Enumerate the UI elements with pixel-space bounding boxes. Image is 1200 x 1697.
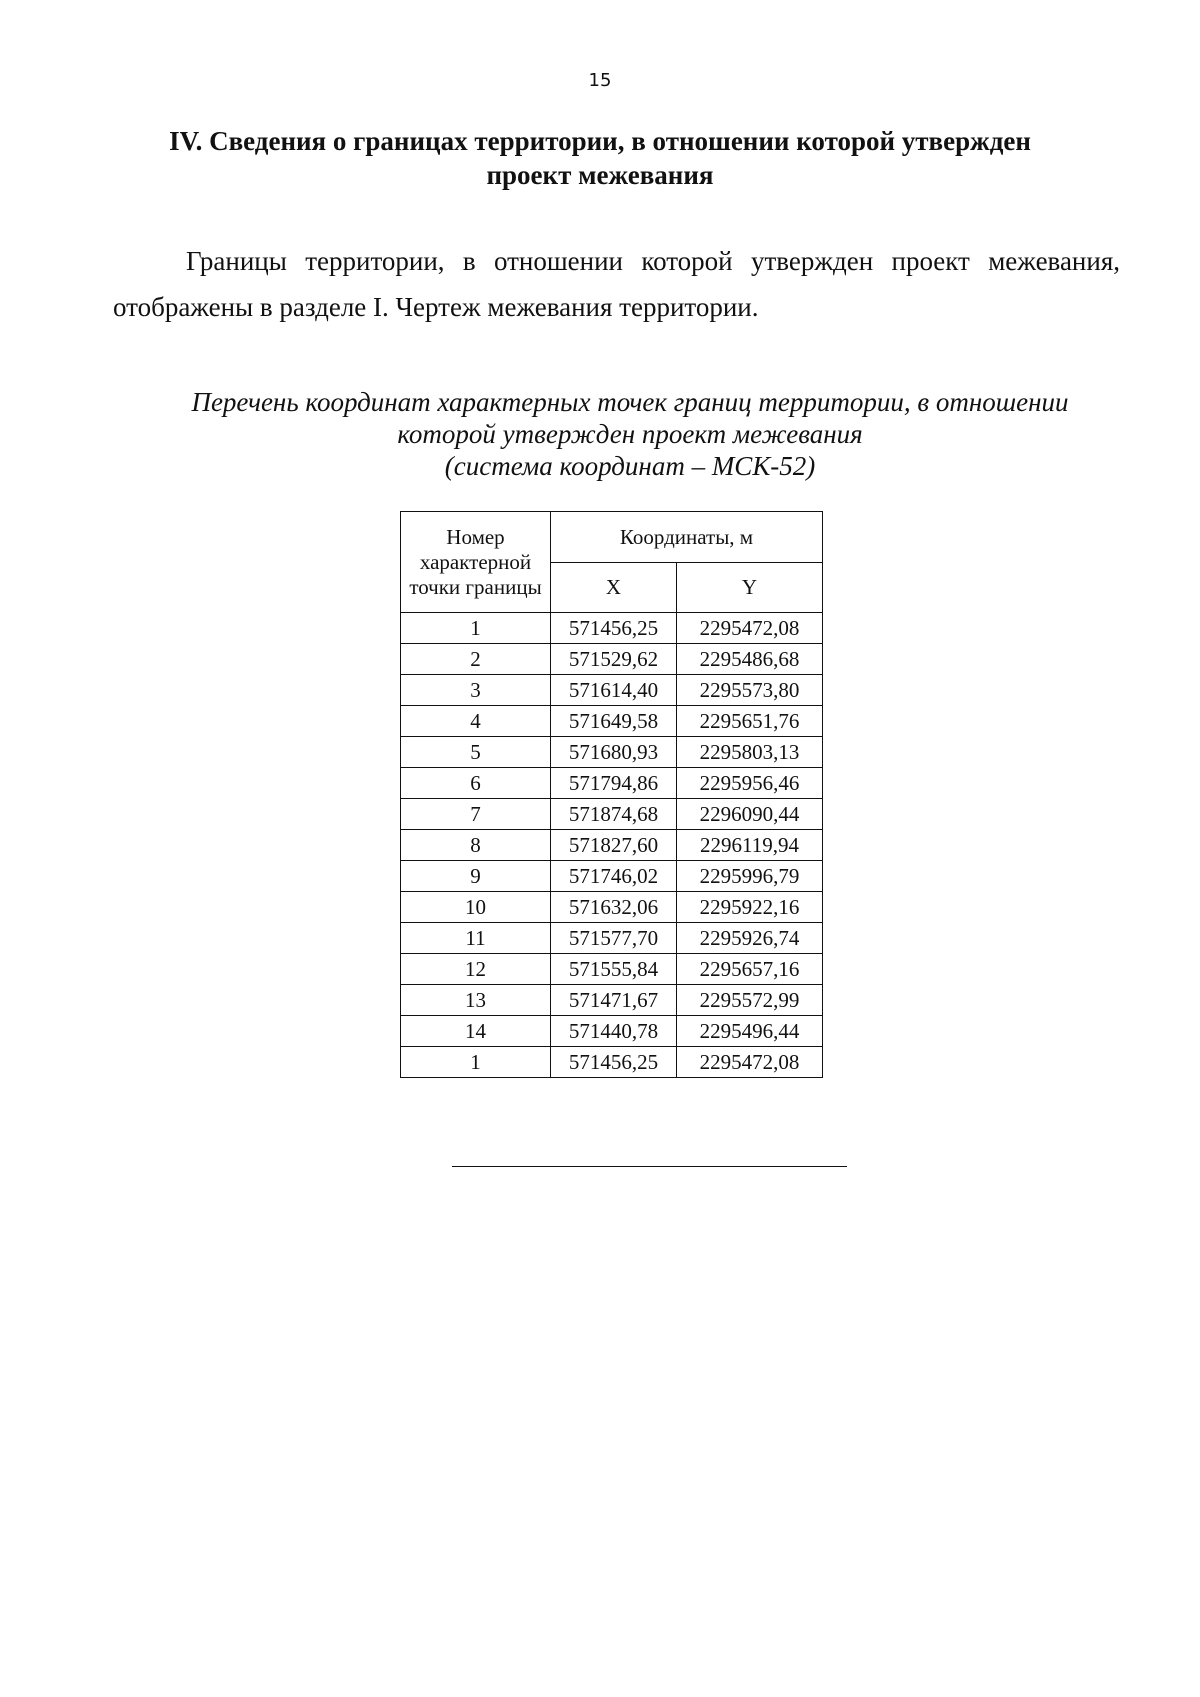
section-heading: IV. Сведения о границах территории, в отношении которой утвержден проект межевания (169, 126, 1031, 190)
table-row (401, 861, 823, 892)
cell-point-number: 11 (401, 923, 551, 954)
cell-y: 2295573,80 (677, 675, 823, 706)
cell-point-number: 5 (401, 737, 551, 768)
cell-x: 571649,58 (551, 706, 677, 737)
cell-x: 571577,70 (551, 923, 677, 954)
cell-point-number: 2 (401, 644, 551, 675)
cell-y: 2295956,46 (677, 768, 823, 799)
cell-point-number: 12 (401, 954, 551, 985)
cell-y: 2295496,44 (677, 1016, 823, 1047)
table-row (401, 985, 823, 1016)
closing-rule (452, 1166, 847, 1167)
cell-x: 571440,78 (551, 1016, 677, 1047)
table-row (401, 737, 823, 768)
header-x: X (551, 563, 677, 613)
cell-x: 571827,60 (551, 830, 677, 861)
cell-x: 571746,02 (551, 861, 677, 892)
cell-x: 571680,93 (551, 737, 677, 768)
table-row (401, 675, 823, 706)
cell-y: 2295922,16 (677, 892, 823, 923)
table-row (401, 1016, 823, 1047)
coordinates-table (400, 511, 823, 1078)
cell-point-number: 14 (401, 1016, 551, 1047)
table-row (401, 644, 823, 675)
cell-y: 2295472,08 (677, 1047, 823, 1078)
cell-point-number: 13 (401, 985, 551, 1016)
cell-point-number: 8 (401, 830, 551, 861)
table-row (401, 768, 823, 799)
cell-point-number: 1 (401, 613, 551, 644)
table-row (401, 613, 823, 644)
cell-y: 2296090,44 (677, 799, 823, 830)
cell-y: 2295572,99 (677, 985, 823, 1016)
caption-line-2: которой утвержден проект межевания (397, 419, 863, 449)
table-row (401, 830, 823, 861)
cell-y: 2295926,74 (677, 923, 823, 954)
cell-point-number: 7 (401, 799, 551, 830)
caption-line-3: (система координат – МСК-52) (444, 451, 816, 481)
cell-y: 2296119,94 (677, 830, 823, 861)
table-row (401, 923, 823, 954)
cell-point-number: 1 (401, 1047, 551, 1078)
cell-x: 571471,67 (551, 985, 677, 1016)
cell-x: 571529,62 (551, 644, 677, 675)
cell-point-number: 6 (401, 768, 551, 799)
header-point-number: Номер характерной точки границы (401, 512, 551, 613)
cell-y: 2295486,68 (677, 644, 823, 675)
cell-x: 571456,25 (551, 1047, 677, 1078)
cell-point-number: 10 (401, 892, 551, 923)
cell-point-number: 4 (401, 706, 551, 737)
cell-x: 571794,86 (551, 768, 677, 799)
cell-x: 571614,40 (551, 675, 677, 706)
header-y: Y (677, 563, 823, 613)
table-row (401, 892, 823, 923)
table-row (401, 799, 823, 830)
cell-y: 2295996,79 (677, 861, 823, 892)
table-body (401, 613, 823, 1078)
cell-y: 2295803,13 (677, 737, 823, 768)
table-caption (150, 386, 1110, 482)
cell-x: 571632,06 (551, 892, 677, 923)
table-row (401, 1047, 823, 1078)
cell-y: 2295472,08 (677, 613, 823, 644)
cell-y: 2295651,76 (677, 706, 823, 737)
body-paragraph: Границы территории, в отношении которой утвержден проект межевания, отображены в разделе I. Чертеж межевания территории. (113, 246, 1120, 322)
cell-y: 2295657,16 (677, 954, 823, 985)
header-coordinates: Координаты, м (551, 512, 823, 563)
cell-point-number: 3 (401, 675, 551, 706)
page-number: 15 (588, 70, 612, 91)
cell-x: 571555,84 (551, 954, 677, 985)
cell-point-number: 9 (401, 861, 551, 892)
cell-x: 571456,25 (551, 613, 677, 644)
table-row (401, 706, 823, 737)
caption-line-1: Перечень координат характерных точек границ территории, в отношении (191, 387, 1069, 417)
cell-x: 571874,68 (551, 799, 677, 830)
table-row (401, 954, 823, 985)
